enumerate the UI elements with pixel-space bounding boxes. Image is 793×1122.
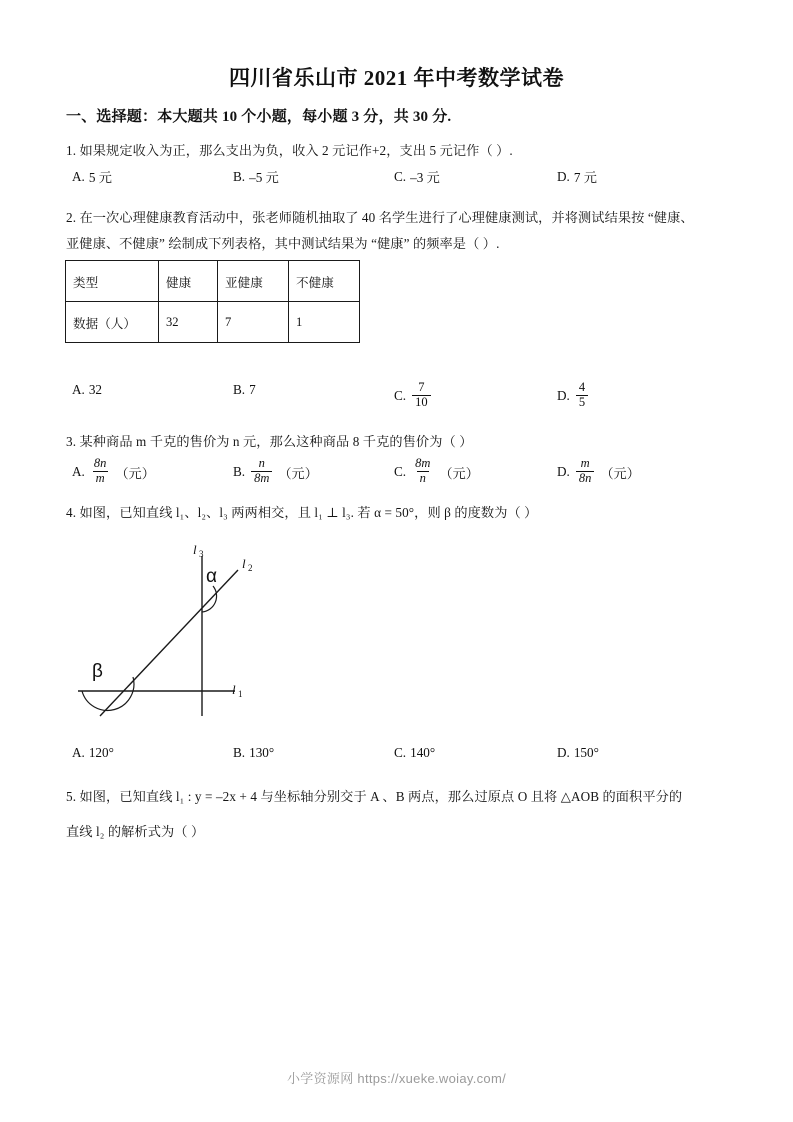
label-l3-subscript: 3 xyxy=(199,549,204,559)
table-cell-healthy-count: 32 xyxy=(159,302,218,343)
fraction-denominator: 5 xyxy=(576,395,588,410)
option-1-b-label: B. xyxy=(233,168,246,184)
option-2-a[interactable] xyxy=(72,382,102,398)
option-4-d-label: D. xyxy=(557,745,570,760)
fraction-numerator: 7 xyxy=(418,380,425,394)
option-3-a-label: A. xyxy=(72,464,85,479)
page-title: 四川省乐山市 2021 年中考数学试卷 xyxy=(229,66,564,90)
table-cell-type-header: 类型 xyxy=(66,261,159,302)
fraction-numerator: 8n xyxy=(93,456,107,470)
option-4-a-label: A. xyxy=(72,745,85,760)
option-3-c-unit: （元） xyxy=(439,465,479,481)
label-beta: β xyxy=(92,661,103,682)
option-3-b-unit: （元） xyxy=(278,465,318,481)
option-4-d[interactable] xyxy=(557,745,599,761)
option-3-c-label: C. xyxy=(394,464,407,479)
option-4-d-text: 150° xyxy=(573,745,599,760)
question-4-options xyxy=(0,745,793,769)
option-4-c-label: C. xyxy=(394,745,407,760)
angle-arc-beta xyxy=(82,677,134,710)
option-1-a-text: 5 元 xyxy=(88,170,112,185)
option-2-a-text: 32 xyxy=(88,382,103,397)
table-cell-count-label: 数据（人） xyxy=(66,302,159,343)
option-2-c[interactable] xyxy=(394,382,433,410)
table-cell-unhealthy-count: 1 xyxy=(289,302,360,343)
fraction-numerator: n xyxy=(258,456,265,470)
option-2-d-label: D. xyxy=(557,388,570,403)
option-4-b[interactable] xyxy=(233,745,274,761)
option-1-b[interactable] xyxy=(233,167,279,186)
fraction-denominator: 10 xyxy=(412,395,431,410)
label-l2-subscript: 2 xyxy=(248,563,253,573)
fraction-denominator: 8n xyxy=(576,471,595,486)
fraction-denominator: n xyxy=(417,471,429,486)
footer-watermark: 小学资源网 https://xueke.woiay.com/ xyxy=(287,1071,506,1086)
question-1-options xyxy=(0,167,793,191)
angle-arc-alpha xyxy=(202,586,217,612)
table-row xyxy=(66,302,360,343)
question-3-stem: 3. 某种商品 m 千克的售价为 n 元，那么这种商品 8 千克的售价为（ ） xyxy=(66,434,473,449)
option-4-a-text: 120° xyxy=(88,745,114,760)
option-2-a-label: A. xyxy=(72,382,85,397)
option-1-d[interactable] xyxy=(557,167,597,186)
question-2-stem-line-1: 2. 在一次心理健康教育活动中，张老师随机抽取了 40 名学生进行了心理健康测试，并将测试结果按 “健康、 xyxy=(66,210,694,225)
option-3-c-fraction xyxy=(412,457,433,485)
question-3-options xyxy=(0,456,793,485)
option-3-c[interactable] xyxy=(394,458,479,486)
option-1-a-label: A. xyxy=(72,168,85,184)
option-1-b-text: –5 元 xyxy=(249,170,279,185)
option-2-d[interactable] xyxy=(557,382,590,410)
lines-intersection-diagram xyxy=(60,534,330,724)
question-2-table xyxy=(65,260,360,343)
option-1-c-label: C. xyxy=(394,168,407,184)
question-4-stem: 4. 如图，已知直线 l₁、l₂、l₃ 两两相交，且 l₁ ⊥ l₃. 若 α = 50°，则 β 的度数为（ ） xyxy=(66,505,538,520)
option-3-d[interactable] xyxy=(557,458,640,486)
fraction-denominator: m xyxy=(93,471,108,486)
option-1-d-text: 7 元 xyxy=(573,170,597,185)
question-2-stem-line-2: 亚健康、不健康” 绘制成下列表格，其中测试结果为 “健康” 的频率是（ ）. xyxy=(66,236,500,251)
option-3-b-fraction xyxy=(251,457,272,485)
table-cell-subhealthy-count: 7 xyxy=(218,302,289,343)
option-2-b[interactable] xyxy=(233,382,256,398)
option-4-c[interactable] xyxy=(394,745,435,761)
label-l2: l xyxy=(242,556,246,571)
fraction-numerator: 8m xyxy=(415,456,431,470)
option-3-b-label: B. xyxy=(233,464,246,479)
table-cell-unhealthy-header: 不健康 xyxy=(289,261,360,302)
question-5-stem-line-1: 5. 如图，已知直线 l₁ : y = –2x + 4 与坐标轴分别交于 A 、B 两点，那么过原点 O 且将 △AOB 的面积平分的 xyxy=(66,789,683,804)
option-2-c-label: C. xyxy=(394,388,407,403)
option-3-a[interactable] xyxy=(72,458,155,486)
label-alpha: α xyxy=(206,566,217,587)
option-3-a-unit: （元） xyxy=(115,465,155,481)
option-4-b-label: B. xyxy=(233,745,246,760)
question-1-stem: 1. 如果规定收入为正，那么支出为负，收入 2 元记作+2，支出 5 元记作（ ）. xyxy=(66,143,513,158)
option-3-d-fraction xyxy=(576,457,595,485)
option-4-b-text: 130° xyxy=(249,745,275,760)
label-l1: l xyxy=(232,682,236,697)
table-cell-subhealthy-header: 亚健康 xyxy=(218,261,289,302)
table-cell-healthy-header: 健康 xyxy=(159,261,218,302)
option-4-a[interactable] xyxy=(72,745,114,761)
table-row xyxy=(66,261,360,302)
option-2-b-text: 7 xyxy=(249,382,256,397)
option-3-d-label: D. xyxy=(557,464,570,479)
option-3-b[interactable] xyxy=(233,458,318,486)
option-3-d-unit: （元） xyxy=(600,465,640,481)
fraction-numerator: 4 xyxy=(578,380,586,394)
label-l1-subscript: 1 xyxy=(238,689,243,699)
option-1-c-text: –3 元 xyxy=(410,170,440,185)
question-2-options xyxy=(0,380,793,409)
question-5-stem-line-2: 直线 l₂ 的解析式为（ ） xyxy=(66,824,205,839)
fraction-denominator: 8m xyxy=(251,471,272,486)
option-2-d-fraction xyxy=(576,381,588,409)
option-1-d-label: D. xyxy=(557,168,570,184)
fraction-numerator: m xyxy=(580,456,590,470)
question-4-figure xyxy=(60,534,330,724)
option-2-c-fraction xyxy=(412,381,431,409)
option-4-c-text: 140° xyxy=(410,745,436,760)
section-heading: 一、选择题：本大题共 10 个小题，每小题 3 分，共 30 分. xyxy=(66,109,452,125)
option-1-c[interactable] xyxy=(394,167,440,186)
option-3-a-fraction xyxy=(91,457,110,485)
label-l3: l xyxy=(193,542,197,557)
line-l2 xyxy=(100,570,238,716)
option-2-b-label: B. xyxy=(233,382,246,397)
option-1-a[interactable] xyxy=(72,167,112,186)
